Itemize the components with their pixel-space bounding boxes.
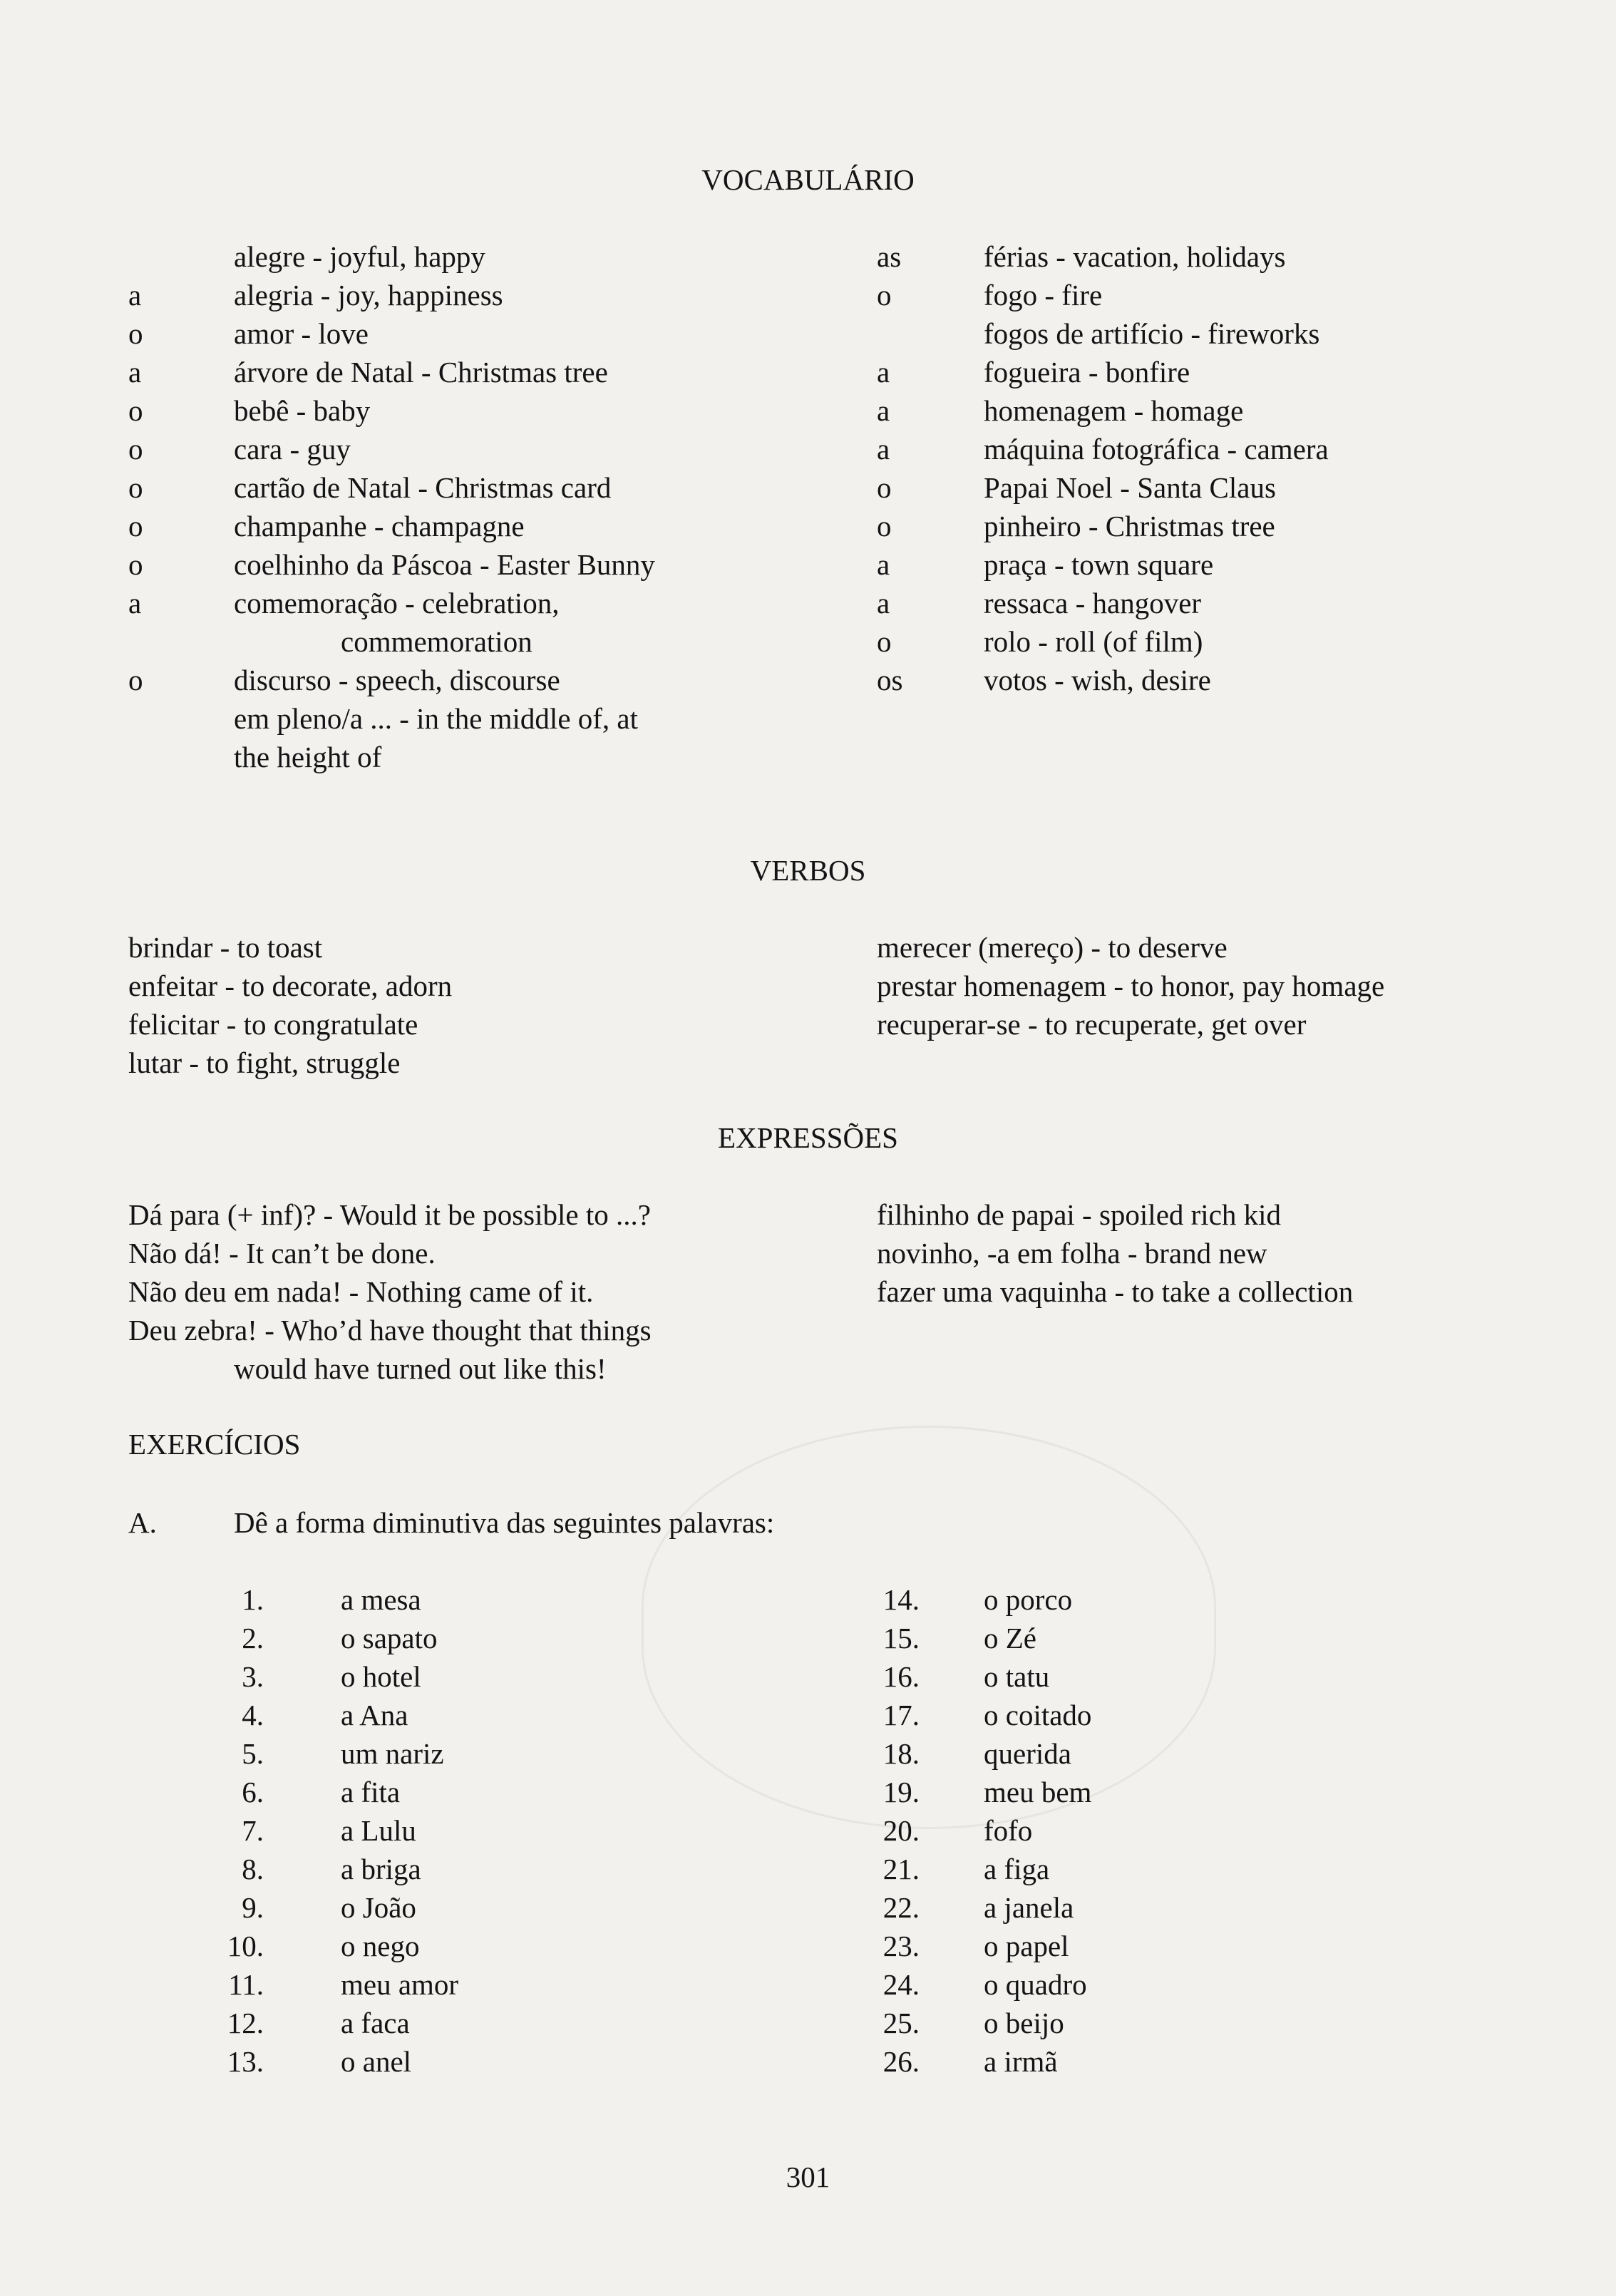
vocab-article: a bbox=[877, 587, 890, 619]
verb-entry: enfeitar - to decorate, adorn bbox=[128, 969, 453, 1002]
vocab-entry: rolo - roll (of film) bbox=[984, 625, 1203, 658]
exercise-number: 24. bbox=[882, 1968, 920, 2001]
vocab-article: a bbox=[128, 356, 142, 388]
exercise-number: 9. bbox=[242, 1891, 264, 1924]
verb-entry: recuperar-se - to recuperate, get over bbox=[877, 1008, 1307, 1041]
exercise-letter: A. bbox=[128, 1506, 157, 1539]
verb-entry: merecer (mereço) - to deserve bbox=[877, 931, 1228, 964]
exercise-word: a figa bbox=[984, 1853, 1050, 1885]
verb-entry: brindar - to toast bbox=[128, 931, 323, 964]
expression-entry: Deu zebra! - Who’d have thought that things bbox=[128, 1314, 652, 1347]
vocab-article: o bbox=[877, 625, 892, 658]
vocab-article: a bbox=[877, 433, 890, 465]
exercise-word: meu amor bbox=[341, 1968, 459, 2001]
exercise-word: o quadro bbox=[984, 1968, 1087, 2001]
vocab-article: o bbox=[128, 664, 143, 696]
expression-entry: would have turned out like this! bbox=[234, 1352, 607, 1385]
expression-entry: novinho, -a em folha - brand new bbox=[877, 1237, 1267, 1270]
expression-entry: fazer uma vaquinha - to take a collection bbox=[877, 1275, 1354, 1308]
heading-expressoes: EXPRESSÕES bbox=[718, 1121, 898, 1154]
vocab-entry: alegre - joyful, happy bbox=[234, 240, 485, 273]
exercise-number: 5. bbox=[242, 1737, 264, 1770]
exercise-word: o papel bbox=[984, 1930, 1069, 1962]
vocab-entry: champanhe - champagne bbox=[234, 510, 525, 542]
exercise-word: a janela bbox=[984, 1891, 1074, 1924]
vocab-entry: fogo - fire bbox=[984, 279, 1103, 312]
exercise-word: querida bbox=[984, 1737, 1071, 1770]
vocab-entry: máquina fotográfica - camera bbox=[984, 433, 1329, 465]
exercise-number: 17. bbox=[882, 1699, 920, 1731]
vocab-entry: coelhinho da Páscoa - Easter Bunny bbox=[234, 548, 655, 581]
exercise-number: 26. bbox=[882, 2045, 920, 2078]
exercise-word: fofo bbox=[984, 1814, 1033, 1847]
verb-entry: felicitar - to congratulate bbox=[128, 1008, 418, 1041]
exercise-word: o tatu bbox=[984, 1660, 1050, 1693]
vocab-article: o bbox=[877, 279, 892, 312]
exercise-word: a fita bbox=[341, 1776, 401, 1808]
exercise-number: 20. bbox=[882, 1814, 920, 1847]
vocab-entry: férias - vacation, holidays bbox=[984, 240, 1286, 273]
vocab-entry: ressaca - hangover bbox=[984, 587, 1202, 619]
exercise-word: a Ana bbox=[341, 1699, 408, 1731]
expression-entry: filhinho de papai - spoiled rich kid bbox=[877, 1198, 1282, 1231]
vocab-article: a bbox=[877, 548, 890, 581]
exercise-number: 16. bbox=[882, 1660, 920, 1693]
vocab-article: a bbox=[128, 587, 142, 619]
exercise-word: o João bbox=[341, 1891, 416, 1924]
exercise-word: o sapato bbox=[341, 1622, 438, 1654]
exercise-number: 4. bbox=[242, 1699, 264, 1731]
vocab-entry: cartão de Natal - Christmas card bbox=[234, 471, 612, 504]
exercise-word: um nariz bbox=[341, 1737, 444, 1770]
exercise-number: 19. bbox=[882, 1776, 920, 1808]
exercise-number: 23. bbox=[882, 1930, 920, 1962]
exercise-word: meu bem bbox=[984, 1776, 1092, 1808]
exercise-word: a irmã bbox=[984, 2045, 1058, 2078]
vocab-article: o bbox=[877, 510, 892, 542]
reverse-page-seal-bleed bbox=[642, 1426, 1216, 1829]
vocab-entry: cara - guy bbox=[234, 433, 351, 465]
exercise-number: 15. bbox=[882, 1622, 920, 1654]
exercise-number: 2. bbox=[242, 1622, 264, 1654]
exercise-word: o beijo bbox=[984, 2007, 1064, 2039]
heading-exercicios: EXERCÍCIOS bbox=[128, 1428, 301, 1461]
exercise-word: a Lulu bbox=[341, 1814, 416, 1847]
exercise-number: 14. bbox=[882, 1583, 920, 1616]
vocab-article: os bbox=[877, 664, 903, 696]
vocab-entry: praça - town square bbox=[984, 548, 1214, 581]
exercise-number: 21. bbox=[882, 1853, 920, 1885]
exercise-number: 7. bbox=[242, 1814, 264, 1847]
vocab-article: a bbox=[877, 394, 890, 427]
vocab-article: o bbox=[128, 317, 143, 350]
exercise-word: o coitado bbox=[984, 1699, 1092, 1731]
vocab-entry: Papai Noel - Santa Claus bbox=[984, 471, 1276, 504]
exercise-word: a briga bbox=[341, 1853, 421, 1885]
exercise-number: 8. bbox=[242, 1853, 264, 1885]
vocab-entry: fogueira - bonfire bbox=[984, 356, 1190, 388]
heading-verbos: VERBOS bbox=[750, 854, 866, 887]
vocab-entry: discurso - speech, discourse bbox=[234, 664, 560, 696]
exercise-number: 25. bbox=[882, 2007, 920, 2039]
vocab-entry: bebê - baby bbox=[234, 394, 371, 427]
exercise-number: 13. bbox=[227, 2045, 264, 2078]
vocab-entry: homenagem - homage bbox=[984, 394, 1244, 427]
exercise-word: o nego bbox=[341, 1930, 420, 1962]
exercise-number: 11. bbox=[228, 1968, 264, 2001]
exercise-word: a mesa bbox=[341, 1583, 421, 1616]
exercise-number: 3. bbox=[242, 1660, 264, 1693]
exercise-number: 18. bbox=[882, 1737, 920, 1770]
vocab-entry: árvore de Natal - Christmas tree bbox=[234, 356, 608, 388]
vocab-entry: commemoration bbox=[341, 625, 532, 658]
verb-entry: lutar - to fight, struggle bbox=[128, 1046, 401, 1079]
exercise-word: o hotel bbox=[341, 1660, 421, 1693]
exercise-word: o Zé bbox=[984, 1622, 1036, 1654]
exercise-number: 22. bbox=[882, 1891, 920, 1924]
expression-entry: Não deu em nada! - Nothing came of it. bbox=[128, 1275, 594, 1308]
vocab-article: o bbox=[128, 433, 143, 465]
heading-vocabulario: VOCABULÁRIO bbox=[701, 163, 915, 196]
vocab-article: as bbox=[877, 240, 902, 273]
vocab-entry: votos - wish, desire bbox=[984, 664, 1211, 696]
expression-entry: Não dá! - It can’t be done. bbox=[128, 1237, 436, 1270]
vocab-article: a bbox=[877, 356, 890, 388]
exercise-number: 12. bbox=[227, 2007, 264, 2039]
vocab-article: a bbox=[128, 279, 142, 312]
exercise-word: o anel bbox=[341, 2045, 412, 2078]
exercise-word: o porco bbox=[984, 1583, 1073, 1616]
vocab-entry: em pleno/a ... - in the middle of, at bbox=[234, 702, 639, 735]
verb-entry: prestar homenagem - to honor, pay homage bbox=[877, 969, 1385, 1002]
exercise-number: 10. bbox=[227, 1930, 264, 1962]
vocab-article: o bbox=[877, 471, 892, 504]
exercise-number: 6. bbox=[242, 1776, 264, 1808]
vocab-entry: the height of bbox=[234, 741, 382, 773]
vocab-article: o bbox=[128, 394, 143, 427]
page-number: 301 bbox=[786, 2161, 830, 2193]
exercise-word: a faca bbox=[341, 2007, 410, 2039]
vocab-article: o bbox=[128, 548, 143, 581]
vocab-article: o bbox=[128, 510, 143, 542]
vocab-entry: pinheiro - Christmas tree bbox=[984, 510, 1275, 542]
vocab-article: o bbox=[128, 471, 143, 504]
vocab-entry: comemoração - celebration, bbox=[234, 587, 560, 619]
vocab-entry: fogos de artifício - fireworks bbox=[984, 317, 1320, 350]
vocab-entry: amor - love bbox=[234, 317, 369, 350]
exercise-number: 1. bbox=[242, 1583, 264, 1616]
expression-entry: Dá para (+ inf)? - Would it be possible to ...? bbox=[128, 1198, 651, 1231]
vocab-entry: alegria - joy, happiness bbox=[234, 279, 503, 312]
exercise-instruction: Dê a forma diminutiva das seguintes palavras: bbox=[234, 1506, 775, 1539]
